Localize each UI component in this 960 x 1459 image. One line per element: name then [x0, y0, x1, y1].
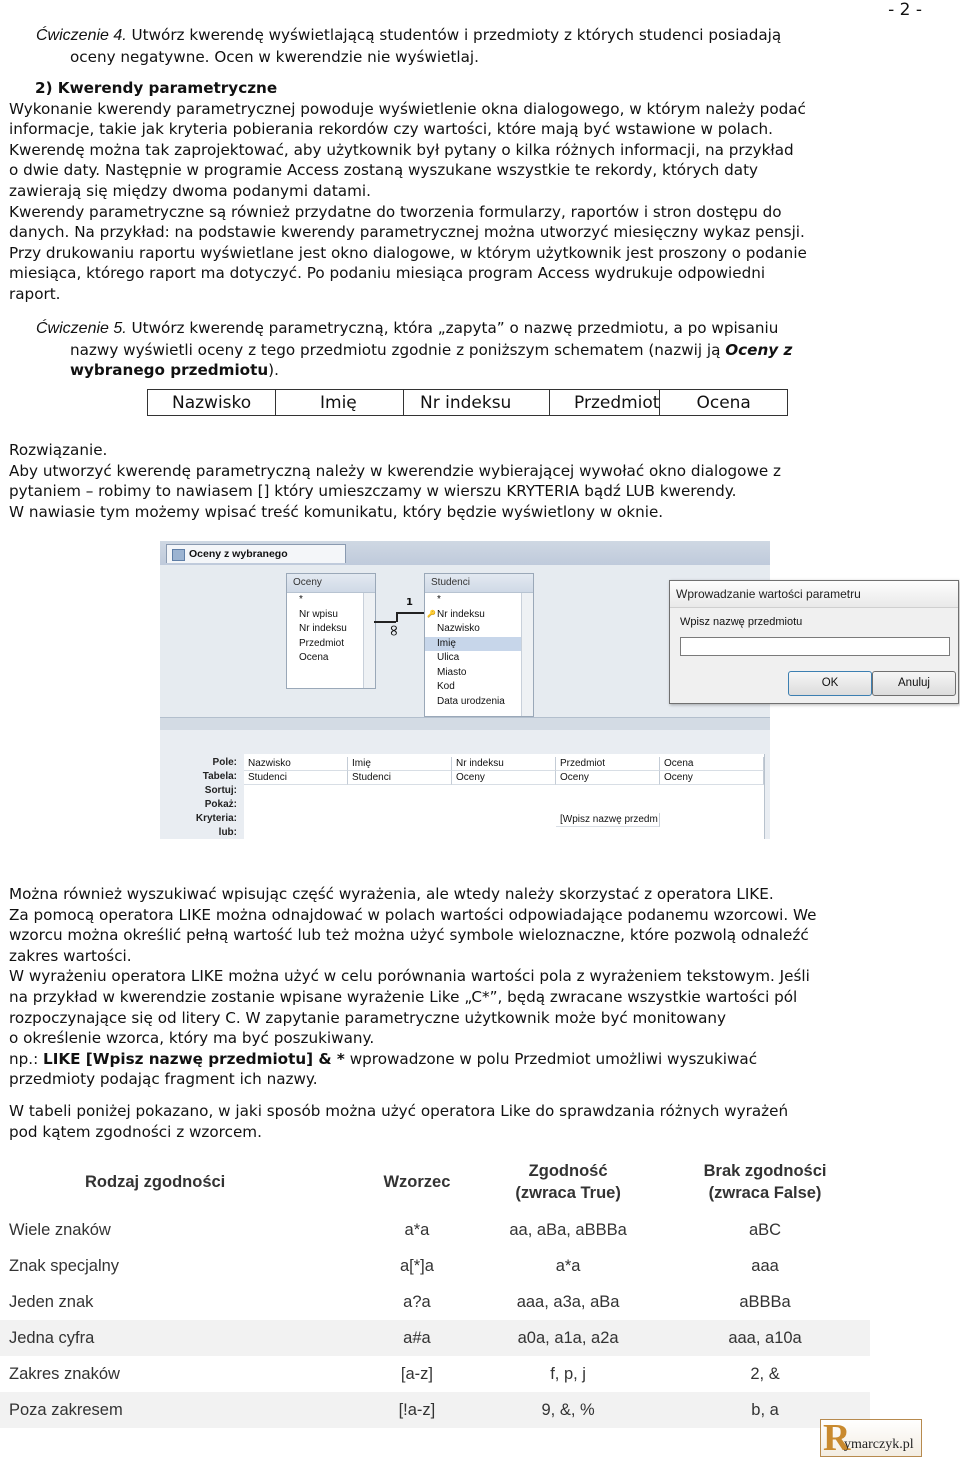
paragraph-line: Kwerendy parametryczne są również przydatne do tworzenia formularzy, raportów i stron dostępu do — [9, 202, 782, 221]
exercise-text: Utwórz kwerendę parametryczną, która „zapyta” o nazwę przedmiotu, a po wpisaniu — [131, 319, 779, 337]
table-cell: 9, &, % — [476, 1392, 660, 1428]
table-row — [0, 1320, 870, 1356]
paragraph-line: o dwie daty. Następnie w programie Access zostaną wyszukane wszystkie te rekordy, których daty — [9, 161, 759, 180]
paragraph-line: informacje, takie jak kryteria pobierania rekordów czy wartości, które mają być wstawione w polach. — [9, 120, 773, 139]
paragraph-line: zawierają się między dwoma podanymi datami. — [9, 181, 371, 200]
join-line — [374, 621, 396, 623]
exercise-5 — [36, 318, 916, 381]
paragraph-line: wzorcu można określić pełną wartość lub też można użyć symbole wieloznaczne, które pozwolą odnaleźć — [9, 926, 809, 945]
query-icon — [172, 549, 185, 561]
exercise-label: Ćwiczenie 4. — [36, 27, 127, 44]
exercise-text-cont: oceny negatywne. Ocen w kwerendzie nie wyświetlaj. — [70, 47, 479, 66]
table-cell: aa, aBa, aBBBa — [509, 1220, 627, 1239]
field-item[interactable]: Przedmiot — [299, 637, 345, 649]
example-prefix: np.: — [9, 1049, 39, 1068]
solution — [9, 440, 944, 522]
table-cell: aaa — [751, 1256, 779, 1275]
like-patterns-table — [0, 1152, 870, 1428]
field-item[interactable]: Ulica — [437, 652, 460, 663]
paragraph-line: miesiąca, którego raport ma dotyczyć. Po podaniu miesiąca program Access wydrukuje odpowiedni — [9, 264, 766, 283]
table-cell: a*a — [555, 1256, 581, 1275]
paragraph-line: Aby utworzyć kwerendę parametryczną należy w kwerendzie wybierającej wywołać okno dialogowe z — [9, 461, 782, 480]
row-label: Tabela: — [202, 771, 237, 782]
paragraph-line: Wykonanie kwerendy parametrycznej powoduje wyświetlenie okna dialogowego, w którym należy podać — [9, 99, 806, 118]
paragraph-line: przedmioty podając fragment ich nazwy. — [9, 1070, 318, 1089]
paragraph-line: raport. — [9, 284, 61, 303]
logo-letter: R — [823, 1417, 851, 1459]
section-2 — [9, 78, 944, 305]
table-cell: 2, & — [750, 1364, 780, 1383]
table-studenci[interactable] — [424, 573, 534, 717]
section-heading: 2) Kwerendy parametryczne — [35, 79, 278, 97]
field-item[interactable]: Kod — [437, 681, 455, 692]
table-cell: Zakres znaków — [9, 1364, 120, 1383]
query-name-bold: Oceny z — [725, 340, 793, 359]
table-cell: aBBBa — [739, 1292, 791, 1311]
table-cell: Znak specjalny — [9, 1256, 120, 1275]
grid-table-cell[interactable]: Oceny — [660, 771, 764, 785]
table-cell: a#a — [358, 1320, 476, 1356]
query-name-bold: wybranego przedmiotu — [70, 361, 269, 380]
table-cell: f, p, j — [550, 1364, 586, 1383]
schema-table — [147, 389, 788, 416]
paragraph-line: W wyrażeniu operatora LIKE można użyć w celu porównania wartości pola z wyrażeniem tekstowym. Jeśli — [9, 967, 810, 986]
table-row — [0, 1212, 870, 1248]
grid-table-cell[interactable]: Studenci — [244, 771, 348, 785]
column-header: Rodzaj zgodności — [85, 1173, 226, 1191]
table-row — [0, 1284, 870, 1320]
access-screenshot — [160, 541, 957, 839]
field-item[interactable]: Nazwisko — [437, 623, 480, 634]
query-tab[interactable]: Oceny z wybranego — [166, 544, 346, 563]
row-label: Kryteria: — [195, 813, 237, 824]
example-text: wprowadzone w polu Przedmiot umożliwi wyszukiwać — [349, 1049, 758, 1068]
scrollbar[interactable] — [363, 593, 375, 688]
table-cell: [a-z] — [400, 1364, 433, 1383]
field-item[interactable]: * — [299, 594, 303, 605]
dialog-message: Wpisz nazwę przedmiotu — [680, 616, 803, 628]
paragraph-line: Można również wyszukiwać wpisując część wyrażenia, ale wtedy należy skorzystać z operatora LIKE. — [9, 885, 774, 903]
grid-table-cell[interactable]: Oceny — [556, 771, 660, 785]
paragraph-line: W nawiasie tym możemy wpisać treść komunikatu, który będzie wyświetlony w oknie. — [9, 502, 664, 521]
join-line — [396, 612, 398, 622]
paragraph-line: Za pomocą operatora LIKE można odnajdować w polach wartości odpowiadające podanemu wzorcowi. We — [9, 905, 817, 924]
tab-bar — [160, 541, 770, 565]
cancel-button[interactable]: Anuluj — [872, 671, 956, 696]
field-item[interactable]: * — [437, 594, 441, 605]
exercise-text-cont: nazwy wyświetli oceny z tego przedmiotu zgodnie z poniższym schematem (nazwij ją — [70, 340, 721, 359]
paragraph-line: pytaniem – robimy to nawiasem [] który umieszczamy w wierszu KRYTERIA bądź LUB kwerendy. — [9, 482, 737, 501]
site-logo — [820, 1419, 922, 1457]
column-header: Brak zgodności (zwraca False) — [703, 1162, 827, 1202]
page-number: - 2 - — [888, 0, 922, 20]
schema-cell: Nr indeksu — [404, 390, 550, 416]
scrollbar[interactable] — [521, 593, 533, 716]
paragraph-line: W tabeli poniżej pokazano, w jaki sposób można użyć operatora Like do sprawdzania różnych wyrażeń — [9, 1101, 789, 1120]
column-header: Zgodność (zwraca True) — [515, 1162, 621, 1202]
paragraph-line: zakres wartości. — [9, 946, 132, 965]
exercise-4 — [36, 25, 916, 67]
table-cell: a*a — [404, 1220, 430, 1239]
table-cell: aaa, a10a — [660, 1320, 870, 1356]
grid-field-cell[interactable]: Nazwisko — [244, 757, 348, 771]
column-header: Wzorzec — [383, 1173, 451, 1191]
schema-cell: Imię — [276, 390, 404, 416]
grid-table-cell[interactable]: Oceny — [452, 771, 556, 785]
grid-table-cell[interactable]: Studenci — [348, 771, 452, 785]
field-item[interactable]: 🔑 Nr indeksu — [425, 608, 533, 623]
table-cell: aaa, a3a, aBa — [516, 1292, 620, 1311]
solution-title: Rozwiązanie. — [9, 441, 108, 459]
table-cell: Jeden znak — [9, 1292, 94, 1311]
ok-button[interactable]: OK — [788, 671, 872, 696]
table-oceny[interactable] — [286, 573, 376, 689]
table-row — [0, 1356, 870, 1392]
table-row — [0, 1392, 870, 1428]
paragraph-line: Przy drukowaniu raportu wyświetlane jest okno dialogowe, w którym użytkownik jest proszony o podanie — [9, 243, 807, 262]
table-cell: aBC — [748, 1220, 782, 1239]
design-grid — [160, 730, 770, 839]
schema-cell: Przedmiot — [550, 390, 660, 416]
table-cell: a0a, a1a, a2a — [476, 1320, 660, 1356]
paragraph-line: na przykład w kwerendzie zostanie wpisane wyrażenie Like „C*”, będą zwracane wszystkie wartości pól — [9, 987, 798, 1006]
table-cell: Jedna cyfra — [0, 1320, 358, 1356]
row-label: Sortuj: — [204, 785, 237, 796]
paragraph-line: rozpoczynające się od litery C. W zapytanie parametryczne użytkownik może być monitowany — [9, 1008, 727, 1027]
exercise-text: Utwórz kwerendę wyświetlającą studentów i przedmioty z których studenci posiadają — [131, 26, 782, 44]
grid-criteria-cell[interactable]: [Wpisz nazwę przedm — [556, 813, 660, 827]
dialog-title: Wprowadzanie wartości parametru — [670, 581, 958, 608]
pane-splitter[interactable] — [160, 717, 770, 731]
example-line — [9, 1049, 944, 1070]
table-cell: a?a — [403, 1292, 431, 1311]
grid-field-cell[interactable]: Przedmiot — [556, 757, 660, 771]
paragraph-line: danych. Na przykład: na podstawie kwerendy parametrycznej można utworzyć miesięczny wykaz pensji. — [9, 223, 805, 242]
exercise-text-tail: ). — [268, 361, 279, 380]
row-label: Pole: — [212, 757, 237, 768]
field-item[interactable]: Nr indeksu — [299, 623, 347, 634]
field-item[interactable]: Nr wpisu — [299, 608, 338, 620]
exercise-label: Ćwiczenie 5. — [36, 320, 127, 337]
field-item[interactable]: Ocena — [299, 652, 329, 663]
example-expression: LIKE [Wpisz nazwę przedmiotu] & * — [43, 1049, 345, 1068]
grid-field-cell[interactable]: Imię — [348, 757, 452, 771]
logo-text: ymarczyk.pl — [844, 1437, 914, 1452]
grid-field-cell[interactable]: Ocena — [660, 757, 764, 771]
table-cell: b, a — [660, 1392, 870, 1428]
table-cell: Wiele znaków — [9, 1220, 111, 1239]
paragraph-line: pod kątem zgodności z wzorcem. — [9, 1122, 262, 1141]
field-item[interactable]: Data urodzenia — [437, 695, 505, 707]
table-cell: [!a-z] — [358, 1392, 476, 1428]
parameter-dialog — [669, 580, 959, 704]
table-cell: a[*]a — [399, 1256, 434, 1275]
like-section — [9, 884, 944, 1142]
table-title: Oceny — [287, 574, 375, 593]
join-many-label: ∞ — [385, 623, 405, 638]
row-label: Pokaż: — [204, 799, 237, 810]
schema-cell: Ocena — [660, 390, 788, 416]
join-one-label: 1 — [406, 597, 413, 608]
field-item[interactable]: Miasto — [437, 666, 467, 678]
join-line — [396, 612, 424, 614]
field-item-selected[interactable]: Imię — [425, 637, 533, 652]
paragraph-line: Kwerendę można tak zaprojektować, aby użytkownik był pytany o kilka różnych informacji, na przykład — [9, 140, 794, 159]
table-title: Studenci — [425, 574, 533, 593]
grid-field-cell[interactable]: Nr indeksu — [452, 757, 556, 771]
paragraph-line: o określenie wzorca, który ma być poszukiwany. — [9, 1029, 375, 1048]
table-row — [0, 1248, 870, 1284]
table-cell: Poza zakresem — [0, 1392, 358, 1428]
row-label: lub: — [218, 827, 237, 838]
parameter-input[interactable] — [680, 637, 950, 656]
schema-cell: Nazwisko — [148, 390, 276, 416]
